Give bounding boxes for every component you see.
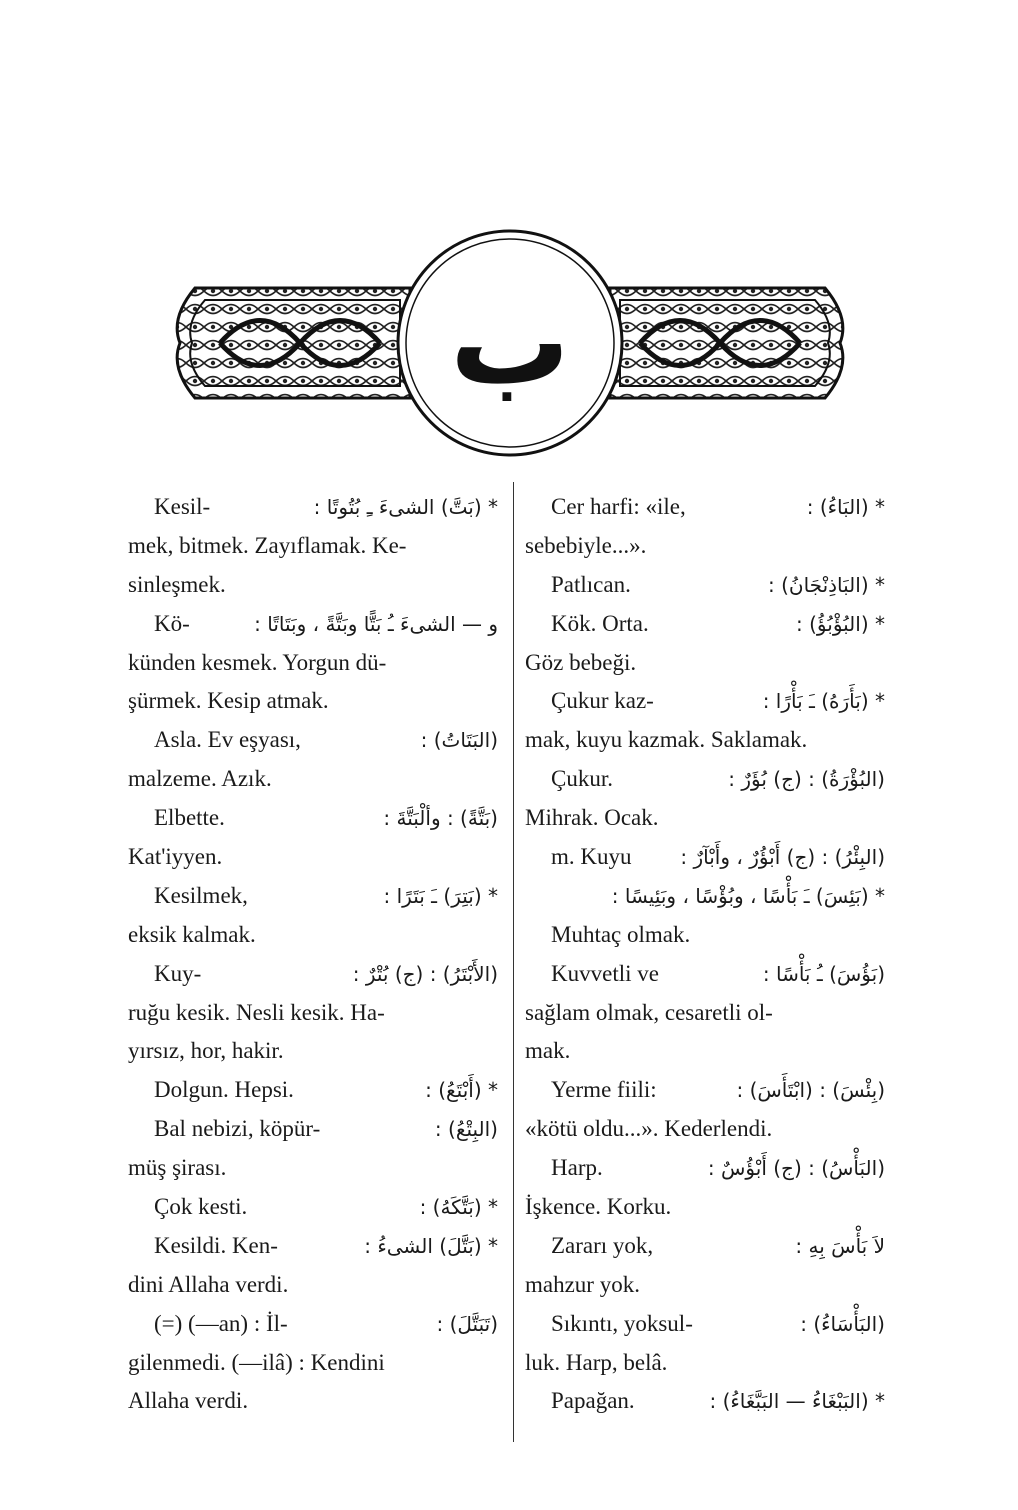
- dictionary-line: [525, 605, 885, 644]
- dictionary-line: [128, 721, 498, 760]
- left-column: [128, 488, 498, 1421]
- dictionary-line: [128, 527, 498, 566]
- dictionary-line: [128, 877, 498, 916]
- turkish-text: Göz bebeği.: [525, 649, 637, 675]
- dictionary-line: [525, 644, 885, 683]
- turkish-text: mahzur yok.: [525, 1271, 640, 1297]
- arabic-headword: * (البُؤْبُؤُ) :: [796, 611, 885, 636]
- arabic-headword: (تَبَتَّلَ) :: [436, 1311, 498, 1336]
- dictionary-line: [525, 799, 885, 838]
- dictionary-line: [525, 877, 885, 916]
- arabic-headword: (البَأْسُ) : (ج) أَبْؤُسٌ :: [707, 1156, 885, 1181]
- dictionary-line: [525, 1149, 885, 1188]
- dictionary-line: [525, 1032, 885, 1071]
- dictionary-line: [525, 566, 885, 605]
- dictionary-line: [128, 760, 498, 799]
- turkish-text: şürmek. Kesip atmak.: [128, 688, 329, 714]
- dictionary-line: [128, 994, 498, 1033]
- dictionary-line: [128, 1071, 498, 1110]
- arabic-headword: * (البَاذِنْجَانُ) :: [767, 572, 885, 597]
- dictionary-line: [525, 916, 885, 955]
- turkish-text: luk. Harp, belâ.: [525, 1349, 668, 1375]
- turkish-text: sağlam olmak, cesaretli ol-: [525, 999, 773, 1025]
- turkish-text: sebebiyle...».: [525, 532, 647, 558]
- chapter-header-ornament: [150, 228, 870, 458]
- turkish-text: Zararı yok,: [551, 1232, 654, 1258]
- arabic-headword: (البَأْسَاءُ) :: [800, 1311, 885, 1336]
- dictionary-line: [128, 644, 498, 683]
- turkish-text: Patlıcan.: [551, 571, 631, 597]
- arabic-headword: * (بَأَرَهُ) ـَ بَأْرًا :: [762, 689, 885, 714]
- turkish-text: Kök. Orta.: [551, 610, 649, 636]
- turkish-text: malzeme. Azık.: [128, 766, 272, 792]
- turkish-text: gilenmedi. (—ilâ) : Kendini: [128, 1349, 385, 1375]
- arabic-headword: (بَؤُسَ) ـُ بَأْسًا :: [762, 961, 885, 986]
- turkish-text: Çok kesti.: [154, 1194, 248, 1220]
- dictionary-line: [525, 721, 885, 760]
- turkish-text: Kesil-: [154, 494, 211, 519]
- dictionary-line: [128, 1149, 498, 1188]
- dictionary-line: [525, 1227, 885, 1266]
- dictionary-line: [525, 1071, 885, 1110]
- arabic-headword: * (أَبْتَعُ) :: [425, 1078, 498, 1103]
- arabic-headword: (بِئْسَ) : (ابْتَأَسَ) :: [736, 1078, 885, 1103]
- dictionary-line: [525, 488, 885, 527]
- dictionary-line: [128, 955, 498, 994]
- turkish-text: ruğu kesik. Nesli kesik. Ha-: [128, 999, 385, 1025]
- turkish-text: Allaha verdi.: [128, 1388, 249, 1414]
- turkish-text: mak, kuyu kazmak. Saklamak.: [525, 727, 808, 753]
- turkish-text: dini Allaha verdi.: [128, 1271, 289, 1297]
- dictionary-line: [525, 838, 885, 877]
- dictionary-line: [128, 1110, 498, 1149]
- turkish-text: Harp.: [551, 1155, 603, 1181]
- dictionary-line: [128, 1344, 498, 1383]
- column-divider: [513, 482, 514, 1442]
- turkish-text: sinleşmek.: [128, 571, 226, 597]
- arabic-headword: * (البَاءُ) :: [806, 495, 885, 519]
- dictionary-line: [525, 527, 885, 566]
- dictionary-line: [525, 1382, 885, 1421]
- turkish-text: «kötü oldu...». Kederlendi.: [525, 1116, 773, 1142]
- turkish-text: Papağan.: [551, 1388, 635, 1414]
- dictionary-line: [525, 955, 885, 994]
- turkish-text: İşkence. Korku.: [525, 1194, 672, 1220]
- dictionary-line: [128, 1305, 498, 1344]
- dictionary-line: [128, 1266, 498, 1305]
- arabic-headword: (البُؤْرَةُ) : (ج) بُؤَرٌ :: [728, 767, 885, 792]
- arabic-headword: (البِتْعُ) :: [434, 1117, 498, 1142]
- turkish-text: künden kesmek. Yorgun dü-: [128, 649, 387, 675]
- dictionary-line: [525, 682, 885, 721]
- turkish-text: müş şirası.: [128, 1155, 227, 1181]
- dictionary-line: [525, 1305, 885, 1344]
- arabic-headword: * (بَئِسَ) ـَ بَأْسًا ، وبُؤْسًا ، وبَئِيسًا :: [611, 883, 885, 908]
- turkish-text: Kö-: [154, 610, 190, 636]
- arabic-headword: * (بَتِرَ) ـَ بَتَرًا :: [383, 883, 498, 908]
- turkish-text: Kuvvetli ve: [551, 960, 659, 986]
- chapter-letter: ب: [449, 273, 571, 412]
- dictionary-line: [525, 1110, 885, 1149]
- turkish-text: Sıkıntı, yoksul-: [551, 1310, 693, 1336]
- right-column: [525, 488, 885, 1421]
- turkish-text: Kesildi. Ken-: [154, 1232, 278, 1258]
- dictionary-line: [128, 682, 498, 721]
- arabic-headword: و — الشىءَ ـُ بَتًّا وبَتَّةً ، وبَتَاتًا :: [254, 611, 498, 636]
- dictionary-line: [525, 760, 885, 799]
- arabic-headword: * (بَتَّلَ) الشىءُ :: [364, 1233, 498, 1258]
- arabic-headword: (بَتَّةً) : وألْبَتَّةَ :: [383, 806, 498, 831]
- dictionary-line: [525, 1266, 885, 1305]
- arabic-headword: (البِئْرُ) : (ج) أَبْؤُرٌ ، وأَبْآرٌ :: [680, 845, 885, 870]
- turkish-text: Elbette.: [154, 805, 225, 831]
- dictionary-line: [128, 916, 498, 955]
- arabic-headword: * (البَبْغَاءُ — البَبَّغَاءُ) :: [709, 1389, 885, 1414]
- dictionary-line: [128, 838, 498, 877]
- turkish-text: Çukur.: [551, 766, 613, 792]
- arabic-headword: (الأَبْتَرُ) : (ج) بُتْرٌ :: [352, 961, 498, 986]
- dictionary-line: [128, 605, 498, 644]
- arabic-headword: لاَ بَأْسَ بِهِ :: [795, 1233, 885, 1258]
- turkish-text: Mihrak. Ocak.: [525, 805, 659, 831]
- dictionary-line: [128, 1382, 498, 1421]
- turkish-text: yırsız, hor, hakir.: [128, 1038, 284, 1064]
- dictionary-line: [128, 1188, 498, 1227]
- turkish-text: Bal nebizi, köpür-: [154, 1116, 321, 1142]
- turkish-text: Asla. Ev eşyası,: [154, 727, 301, 753]
- turkish-text: m. Kuyu: [551, 844, 632, 870]
- dictionary-line: [525, 1188, 885, 1227]
- dictionary-line: [128, 799, 498, 838]
- dictionary-line: [128, 1032, 498, 1071]
- turkish-text: mak.: [525, 1038, 571, 1064]
- turkish-text: Cer harfi: «ile,: [551, 494, 686, 519]
- turkish-text: Kesilmek,: [154, 882, 248, 908]
- arabic-headword: * (بَتَّكَهُ) :: [419, 1195, 498, 1220]
- turkish-text: Yerme fiili:: [551, 1077, 657, 1103]
- dictionary-line: [128, 488, 498, 527]
- turkish-text: mek, bitmek. Zayıflamak. Ke-: [128, 532, 407, 558]
- turkish-text: Kat'iyyen.: [128, 844, 223, 870]
- dictionary-line: [525, 994, 885, 1033]
- dictionary-line: [128, 566, 498, 605]
- arabic-headword: * (بَتَّ) الشىءَ ـِ بُتُوتًا :: [313, 495, 498, 519]
- turkish-text: Çukur kaz-: [551, 688, 654, 714]
- dictionary-line: [525, 1344, 885, 1383]
- turkish-text: eksik kalmak.: [128, 921, 256, 947]
- dictionary-line: [128, 1227, 498, 1266]
- turkish-text: Kuy-: [154, 960, 202, 986]
- turkish-text: Muhtaç olmak.: [551, 921, 691, 947]
- turkish-text: Dolgun. Hepsi.: [154, 1077, 294, 1103]
- turkish-text: (=) (—an) : İl-: [154, 1310, 288, 1336]
- arabic-headword: (البَتَاتُ) :: [420, 728, 498, 753]
